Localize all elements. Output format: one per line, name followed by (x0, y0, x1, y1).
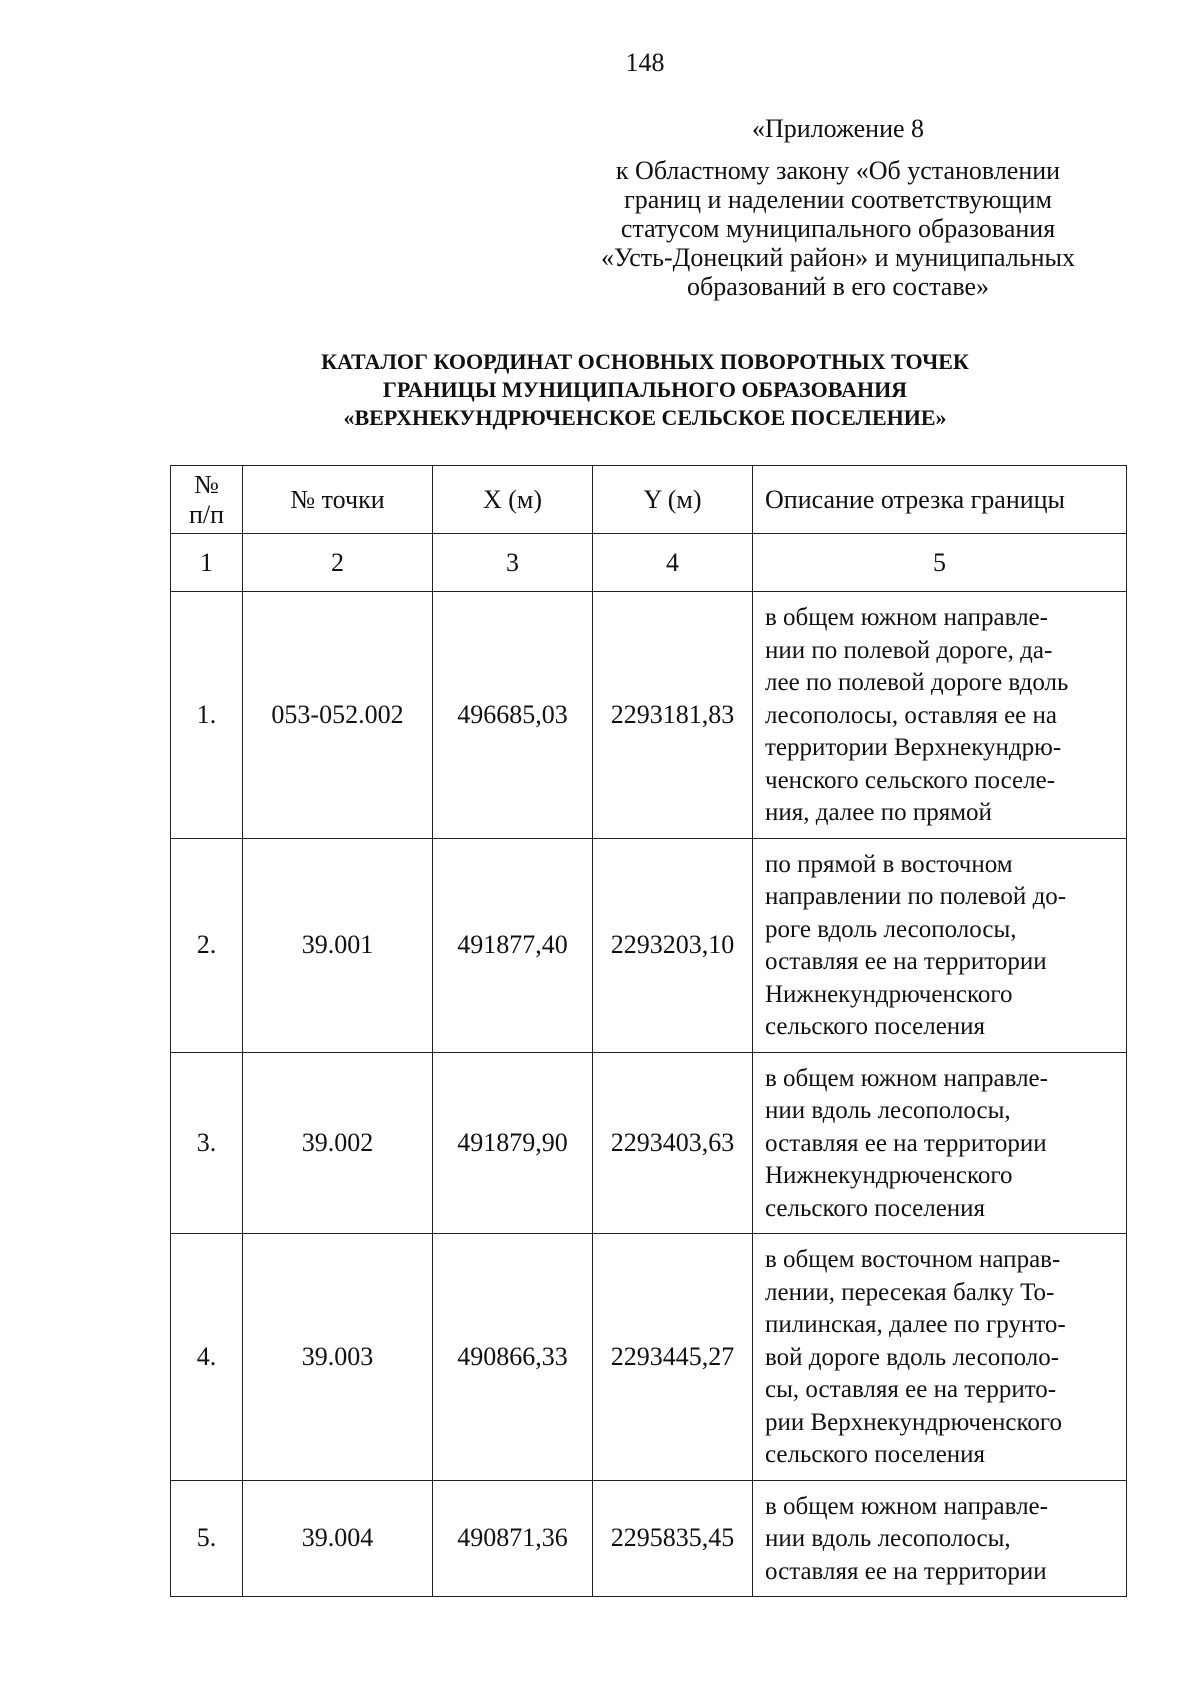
description-line: оставляя ее на территории (765, 1557, 1047, 1585)
column-number: 2 (243, 534, 433, 592)
row-y: 2293203,10 (593, 838, 753, 1052)
row-description (753, 1480, 1127, 1597)
description-line: вой дороге вдоль лесополо- (765, 1343, 1060, 1371)
description-line: сельского поселения (765, 1441, 986, 1468)
appendix-line: «Усть-Донецкий район» и муниципальных (600, 243, 1076, 272)
description-line: пилинская, далее по грунто- (765, 1311, 1066, 1338)
row-x: 491877,40 (433, 838, 593, 1052)
header-y: Y (м) (593, 466, 753, 534)
row-num: 2. (171, 838, 243, 1052)
appendix-line: образований в его составе» (686, 272, 990, 301)
row-description (753, 1234, 1127, 1481)
description-line: ния, далее по прямой (765, 799, 992, 826)
column-number: 5 (753, 534, 1127, 592)
appendix-line: к Областному закону «Об установлении (615, 156, 1061, 185)
appendix-label: «Приложение 8 (752, 114, 925, 143)
header-x: X (м) (433, 466, 593, 534)
table-row (171, 592, 1127, 839)
row-num: 3. (171, 1052, 243, 1234)
description-line: лении, пересекая балку То- (765, 1278, 1055, 1306)
description-line: рии Верхнекундрюченского (765, 1408, 1063, 1436)
description-line: территории Верхнекундрю- (765, 734, 1062, 761)
row-description (753, 1052, 1127, 1234)
row-y: 2295835,45 (593, 1480, 753, 1597)
description-line: по прямой в восточном (765, 850, 1013, 878)
row-description (753, 592, 1127, 839)
column-number: 1 (171, 534, 243, 592)
description-line: сельского поселения (765, 1013, 986, 1040)
row-point: 39.001 (243, 838, 433, 1052)
row-num: 4. (171, 1234, 243, 1481)
column-number: 4 (593, 534, 753, 592)
header-num-line1: № (194, 469, 219, 499)
column-number: 3 (433, 534, 593, 592)
row-description (753, 838, 1127, 1052)
description-line: оставляя ее на территории (765, 1129, 1047, 1157)
row-x: 490871,36 (433, 1480, 593, 1597)
description-line: лее по полевой дороге вдоль (765, 669, 1069, 696)
title-line: КАТАЛОГ КООРДИНАТ ОСНОВНЫХ ПОВОРОТНЫХ ТОЧЕК (321, 349, 969, 374)
title-line: «ВЕРХНЕКУНДРЮЧЕНСКОЕ СЕЛЬСКОЕ ПОСЕЛЕНИЕ» (343, 405, 947, 430)
header-description: Описание отрезка границы (753, 466, 1127, 534)
row-x: 491879,90 (433, 1052, 593, 1234)
description-line: нии вдоль лесополосы, (765, 1097, 1011, 1124)
description-line: лесополосы, оставляя ее на (765, 701, 1057, 729)
description-line: нии вдоль лесополосы, (765, 1525, 1011, 1552)
row-num: 1. (171, 592, 243, 839)
header-num-line2: п/п (188, 499, 225, 529)
table-row (171, 1234, 1127, 1481)
header-num (171, 466, 243, 534)
row-y: 2293445,27 (593, 1234, 753, 1481)
description-line: роге вдоль лесополосы, (765, 915, 1017, 943)
catalog-title (150, 348, 1140, 432)
appendix-caption (568, 156, 1108, 301)
description-line: в общем южном направле- (765, 604, 1048, 631)
row-point: 39.002 (243, 1052, 433, 1234)
description-line: нии по полевой дороге, да- (765, 636, 1053, 664)
page-number: 148 (625, 48, 665, 77)
description-line: Нижнекундрюченского (765, 980, 1013, 1008)
table-row (171, 1480, 1127, 1597)
description-line: сы, оставляя ее на террито- (765, 1376, 1057, 1403)
description-line: ченского сельского поселе- (765, 766, 1056, 794)
description-line: в общем восточном направ- (765, 1246, 1061, 1273)
row-x: 496685,03 (433, 592, 593, 839)
row-y: 2293403,63 (593, 1052, 753, 1234)
row-y: 2293181,83 (593, 592, 753, 839)
coordinates-table (170, 465, 1127, 1597)
description-line: Нижнекундрюченского (765, 1162, 1013, 1189)
appendix-line: границ и наделении соответствующим (624, 185, 1052, 214)
column-number-row (171, 534, 1127, 592)
row-num: 5. (171, 1480, 243, 1597)
header-point: № точки (243, 466, 433, 534)
table-row (171, 1052, 1127, 1234)
table-header-row (171, 466, 1127, 534)
row-point: 39.004 (243, 1480, 433, 1597)
title-line: ГРАНИЦЫ МУНИЦИПАЛЬНОГО ОБРАЗОВАНИЯ (382, 377, 908, 402)
description-line: направлении по полевой до- (765, 883, 1067, 910)
row-point: 39.003 (243, 1234, 433, 1481)
appendix-line: статусом муниципального образования (620, 214, 1056, 243)
table-row (171, 838, 1127, 1052)
row-x: 490866,33 (433, 1234, 593, 1481)
description-line: сельского поселения (765, 1194, 986, 1222)
row-point: 053-052.002 (243, 592, 433, 839)
description-line: в общем южном направле- (765, 1492, 1048, 1520)
description-line: в общем южном направле- (765, 1064, 1048, 1092)
description-line: оставляя ее на территории (765, 948, 1047, 975)
